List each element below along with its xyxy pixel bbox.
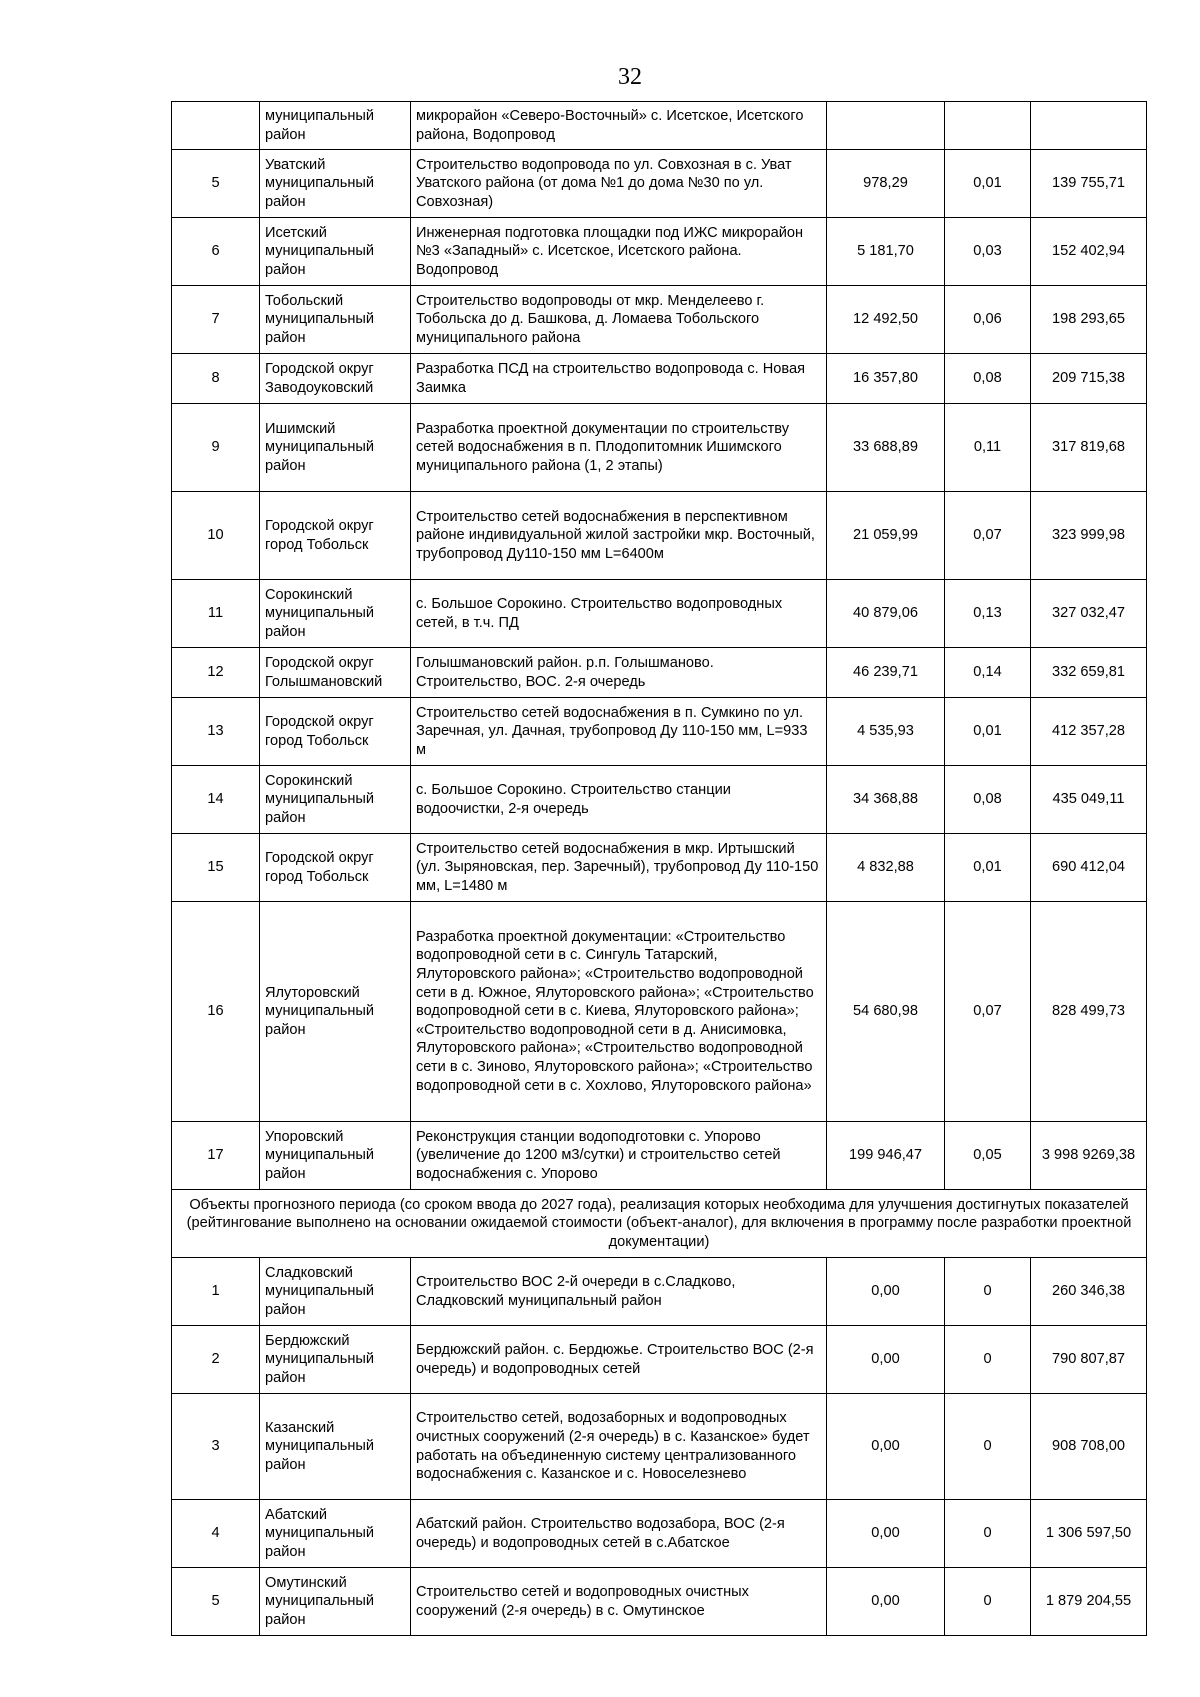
municipality-cell: Городской округ Заводоуковский <box>260 354 411 404</box>
description-cell: Строительство сетей водоснабжения в перспективном районе индивидуальной жилой застройки мкр. Восточный, трубопровод Ду110-150 мм L=6400м <box>411 492 827 580</box>
objects-table <box>171 101 1147 1636</box>
table-row <box>172 648 1147 698</box>
municipality-cell: Сорокинский муниципальный район <box>260 580 411 648</box>
value-1-cell: 54 680,98 <box>827 902 945 1122</box>
row-number: 15 <box>172 834 260 902</box>
value-3-cell: 139 755,71 <box>1031 150 1147 218</box>
municipality-cell: Упоровский муниципальный район <box>260 1122 411 1190</box>
value-1-cell: 16 357,80 <box>827 354 945 404</box>
description-cell: Строительство сетей, водозаборных и водопроводных очистных сооружений (2-я очередь) в с. Казанское» будет работать на объединенную систему централизованного водоснабжения с. Казанское и с. Новоселезнево <box>411 1394 827 1500</box>
value-2-cell: 0,07 <box>945 902 1031 1122</box>
table-row <box>172 218 1147 286</box>
municipality-cell: Бердюжский муниципальный район <box>260 1326 411 1394</box>
value-2-cell: 0,11 <box>945 404 1031 492</box>
table-row <box>172 102 1147 150</box>
value-3-cell: 209 715,38 <box>1031 354 1147 404</box>
description-cell: Абатский район. Строительство водозабора, ВОС (2-я очередь) и водопроводных сетей в с.Абатское <box>411 1500 827 1568</box>
description-cell: микрорайон «Северо-Восточный» с. Исетское, Исетского района, Водопровод <box>411 102 827 150</box>
value-2-cell: 0,13 <box>945 580 1031 648</box>
value-1-cell: 0,00 <box>827 1500 945 1568</box>
value-2-cell: 0,01 <box>945 698 1031 766</box>
row-number: 8 <box>172 354 260 404</box>
row-number: 3 <box>172 1394 260 1500</box>
row-number: 4 <box>172 1500 260 1568</box>
value-3-cell: 1 879 204,55 <box>1031 1568 1147 1636</box>
value-1-cell: 4 535,93 <box>827 698 945 766</box>
value-3-cell: 908 708,00 <box>1031 1394 1147 1500</box>
row-number <box>172 102 260 150</box>
municipality-cell: Уватский муниципальный район <box>260 150 411 218</box>
row-number: 5 <box>172 150 260 218</box>
value-1-cell: 5 181,70 <box>827 218 945 286</box>
description-cell: с. Большое Сорокино. Строительство водопроводных сетей, в т.ч. ПД <box>411 580 827 648</box>
value-3-cell: 332 659,81 <box>1031 648 1147 698</box>
value-1-cell: 199 946,47 <box>827 1122 945 1190</box>
description-cell: Разработка проектной документации: «Строительство водопроводной сети в с. Сингуль Татарский, Ялуторовского района»; «Строительство водопроводной сети в д. Южное, Ялуторовского района»; «Строительство водопроводной сети в с. Киева, Ялуторовского района»; «Строительство водопроводной сети в д. Анисимовка, Ялуторовского района»; «Строительство водопроводной сети в с. Зиново, Ялуторовского района»; «Строительство водопроводной сети в с. Хохлово, Ялуторовского района» <box>411 902 827 1122</box>
value-3-cell: 317 819,68 <box>1031 404 1147 492</box>
value-3-cell: 260 346,38 <box>1031 1258 1147 1326</box>
row-number: 14 <box>172 766 260 834</box>
value-3-cell: 3 998 9269,38 <box>1031 1122 1147 1190</box>
value-2-cell: 0,07 <box>945 492 1031 580</box>
description-cell: Бердюжский район. с. Бердюжье. Строительство ВОС (2-я очередь) и водопроводных сетей <box>411 1326 827 1394</box>
municipality-cell: Сорокинский муниципальный район <box>260 766 411 834</box>
municipality-cell: Сладковский муниципальный район <box>260 1258 411 1326</box>
value-3-cell: 327 032,47 <box>1031 580 1147 648</box>
municipality-cell: Исетский муниципальный район <box>260 218 411 286</box>
table-row <box>172 354 1147 404</box>
value-1-cell: 46 239,71 <box>827 648 945 698</box>
description-cell: Инженерная подготовка площадки под ИЖС микрорайон №3 «Западный» с. Исетское, Исетского района. Водопровод <box>411 218 827 286</box>
row-number: 7 <box>172 286 260 354</box>
table-row <box>172 1500 1147 1568</box>
description-cell: Строительство водопроводы от мкр. Менделеево г. Тобольска до д. Башкова, д. Ломаева Тобольского муниципального района <box>411 286 827 354</box>
value-2-cell: 0,01 <box>945 150 1031 218</box>
value-1-cell: 0,00 <box>827 1326 945 1394</box>
description-cell: Строительство ВОС 2-й очереди в с.Сладково, Сладковский муниципальный район <box>411 1258 827 1326</box>
table-body-section <box>172 1190 1147 1258</box>
value-3-cell <box>1031 102 1147 150</box>
section-header: Объекты прогнозного периода (со сроком ввода до 2027 года), реализация которых необходима для улучшения достигнутых показателей (рейтингование выполнено на основании ожидаемой стоимости (объект-аналог), для включения в программу после разработки проектной документации) <box>172 1190 1147 1258</box>
table-body-top <box>172 102 1147 1190</box>
section-header-row <box>172 1190 1147 1258</box>
municipality-cell: Городской округ город Тобольск <box>260 834 411 902</box>
value-3-cell: 435 049,11 <box>1031 766 1147 834</box>
value-3-cell: 790 807,87 <box>1031 1326 1147 1394</box>
municipality-cell: Ялуторовский муниципальный район <box>260 902 411 1122</box>
table-row <box>172 286 1147 354</box>
table-row <box>172 902 1147 1122</box>
row-number: 16 <box>172 902 260 1122</box>
page-number: 32 <box>618 64 642 90</box>
value-1-cell: 0,00 <box>827 1568 945 1636</box>
table-row <box>172 1122 1147 1190</box>
value-1-cell: 978,29 <box>827 150 945 218</box>
value-2-cell: 0 <box>945 1568 1031 1636</box>
table-row <box>172 1258 1147 1326</box>
municipality-cell: Казанский муниципальный район <box>260 1394 411 1500</box>
table-row <box>172 150 1147 218</box>
description-cell: с. Большое Сорокино. Строительство станции водоочистки, 2-я очередь <box>411 766 827 834</box>
value-1-cell: 12 492,50 <box>827 286 945 354</box>
row-number: 10 <box>172 492 260 580</box>
table-row <box>172 766 1147 834</box>
row-number: 11 <box>172 580 260 648</box>
municipality-cell: Городской округ Голышмановский <box>260 648 411 698</box>
description-cell: Строительство сетей водоснабжения в п. Сумкино по ул. Заречная, ул. Дачная, трубопровод Ду 110-150 мм, L=933 м <box>411 698 827 766</box>
value-2-cell <box>945 102 1031 150</box>
value-1-cell: 21 059,99 <box>827 492 945 580</box>
row-number: 9 <box>172 404 260 492</box>
value-1-cell: 4 832,88 <box>827 834 945 902</box>
value-1-cell: 40 879,06 <box>827 580 945 648</box>
value-2-cell: 0,01 <box>945 834 1031 902</box>
table-body-bottom <box>172 1258 1147 1636</box>
value-3-cell: 1 306 597,50 <box>1031 1500 1147 1568</box>
value-1-cell: 0,00 <box>827 1258 945 1326</box>
municipality-cell: муниципальный район <box>260 102 411 150</box>
description-cell: Строительство водопровода по ул. Совхозная в с. Уват Уватского района (от дома №1 до дома №30 по ул. Совхозная) <box>411 150 827 218</box>
value-1-cell <box>827 102 945 150</box>
table-row <box>172 580 1147 648</box>
value-2-cell: 0,06 <box>945 286 1031 354</box>
municipality-cell: Тобольский муниципальный район <box>260 286 411 354</box>
table-row <box>172 1568 1147 1636</box>
value-2-cell: 0 <box>945 1500 1031 1568</box>
table-row <box>172 492 1147 580</box>
municipality-cell: Городской округ город Тобольск <box>260 698 411 766</box>
municipality-cell: Омутинский муниципальный район <box>260 1568 411 1636</box>
value-1-cell: 34 368,88 <box>827 766 945 834</box>
value-2-cell: 0 <box>945 1394 1031 1500</box>
table-row <box>172 1326 1147 1394</box>
description-cell: Строительство сетей и водопроводных очистных сооружений (2-я очередь) в с. Омутинское <box>411 1568 827 1636</box>
row-number: 6 <box>172 218 260 286</box>
value-3-cell: 152 402,94 <box>1031 218 1147 286</box>
value-1-cell: 33 688,89 <box>827 404 945 492</box>
row-number: 13 <box>172 698 260 766</box>
municipality-cell: Городской округ город Тобольск <box>260 492 411 580</box>
row-number: 12 <box>172 648 260 698</box>
row-number: 5 <box>172 1568 260 1636</box>
description-cell: Реконструкция станции водоподготовки с. Упорово (увеличение до 1200 м3/сутки) и строительство сетей водоснабжения с. Упорово <box>411 1122 827 1190</box>
municipality-cell: Ишимский муниципальный район <box>260 404 411 492</box>
value-2-cell: 0,14 <box>945 648 1031 698</box>
value-3-cell: 690 412,04 <box>1031 834 1147 902</box>
municipality-cell: Абатский муниципальный район <box>260 1500 411 1568</box>
description-cell: Разработка ПСД на строительство водопровода с. Новая Заимка <box>411 354 827 404</box>
table-row <box>172 698 1147 766</box>
row-number: 17 <box>172 1122 260 1190</box>
value-2-cell: 0,05 <box>945 1122 1031 1190</box>
value-1-cell: 0,00 <box>827 1394 945 1500</box>
value-2-cell: 0 <box>945 1326 1031 1394</box>
row-number: 2 <box>172 1326 260 1394</box>
table-row <box>172 404 1147 492</box>
value-2-cell: 0,08 <box>945 766 1031 834</box>
value-2-cell: 0,08 <box>945 354 1031 404</box>
description-cell: Разработка проектной документации по строительству сетей водоснабжения в п. Плодопитомник Ишимского муниципального района (1, 2 этапы) <box>411 404 827 492</box>
table-row <box>172 1394 1147 1500</box>
table-row <box>172 834 1147 902</box>
value-3-cell: 198 293,65 <box>1031 286 1147 354</box>
description-cell: Голышмановский район. р.п. Голышманово. Строительство, ВОС. 2-я очередь <box>411 648 827 698</box>
value-3-cell: 828 499,73 <box>1031 902 1147 1122</box>
row-number: 1 <box>172 1258 260 1326</box>
value-2-cell: 0,03 <box>945 218 1031 286</box>
description-cell: Строительство сетей водоснабжения в мкр. Иртышский (ул. Зыряновская, пер. Заречный), трубопровод Ду 110-150 мм, L=1480 м <box>411 834 827 902</box>
value-2-cell: 0 <box>945 1258 1031 1326</box>
value-3-cell: 412 357,28 <box>1031 698 1147 766</box>
value-3-cell: 323 999,98 <box>1031 492 1147 580</box>
